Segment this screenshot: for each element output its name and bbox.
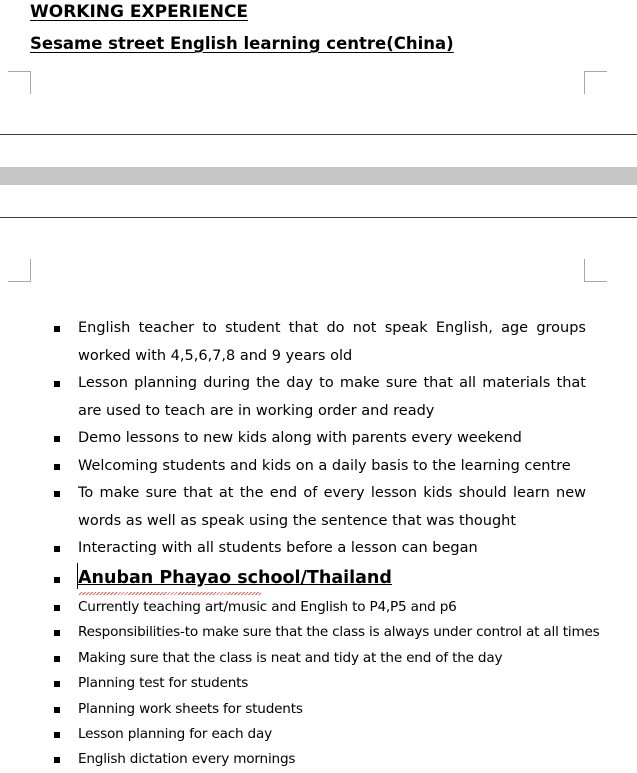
bullet-icon — [54, 707, 60, 713]
margin-corner-mark — [8, 71, 31, 94]
duties-list-2 — [54, 595, 600, 773]
bullet-icon — [54, 381, 60, 387]
bullet-icon — [54, 491, 60, 497]
text-cursor — [77, 563, 78, 589]
employer-heading-text: Anuban Phayao school/Thailand — [78, 568, 392, 588]
list-item: Interacting with all students before a lesson can began — [54, 535, 586, 563]
bullet-icon — [54, 630, 60, 636]
section-title: WORKING EXPERIENCE — [30, 2, 249, 22]
list-item: Currently teaching art/music and English to P4,P5 and p6 — [54, 595, 586, 620]
bullet-icon — [54, 436, 60, 442]
margin-corner-mark — [8, 259, 31, 282]
employer-heading-2 — [54, 568, 392, 588]
list-item: English dictation every mornings — [54, 747, 586, 772]
list-item: Responsibilities-to make sure that the class is always under control at all times — [54, 620, 586, 645]
list-item: Lesson planning during the day to make sure that all materials that are used to teach are in working order and ready — [54, 370, 586, 425]
list-item: To make sure that at the end of every lesson kids should learn new words as well as speak using the sentence that was thought — [54, 480, 586, 535]
bullet-icon — [54, 732, 60, 738]
bullet-icon — [54, 656, 60, 662]
bullet-icon — [54, 546, 60, 552]
list-item: Making sure that the class is neat and tidy at the end of the day — [54, 646, 586, 671]
list-item: Planning test for students — [54, 671, 586, 696]
duties-list — [54, 315, 586, 563]
bullet-icon — [54, 757, 60, 763]
list-item: Planning work sheets for students — [54, 697, 586, 722]
bullet-icon — [54, 605, 60, 611]
list-item: Welcoming students and kids on a daily basis to the learning centre — [54, 453, 586, 481]
list-item: English teacher to student that do not speak English, age groups worked with 4,5,6,7,8 and 9 years old — [54, 315, 586, 370]
page-gap — [0, 167, 637, 185]
bullet-icon — [54, 326, 60, 332]
bullet-icon — [54, 577, 60, 583]
margin-corner-mark — [584, 71, 607, 94]
page-top-edge — [0, 217, 637, 218]
list-item: Lesson planning for each day — [54, 722, 586, 747]
page-bottom-edge — [0, 134, 637, 135]
margin-corner-mark — [584, 259, 607, 282]
employer-heading: Sesame street English learning centre(China) — [30, 34, 454, 53]
bullet-icon — [54, 681, 60, 687]
bullet-icon — [54, 464, 60, 470]
list-item: Demo lessons to new kids along with parents every weekend — [54, 425, 586, 453]
